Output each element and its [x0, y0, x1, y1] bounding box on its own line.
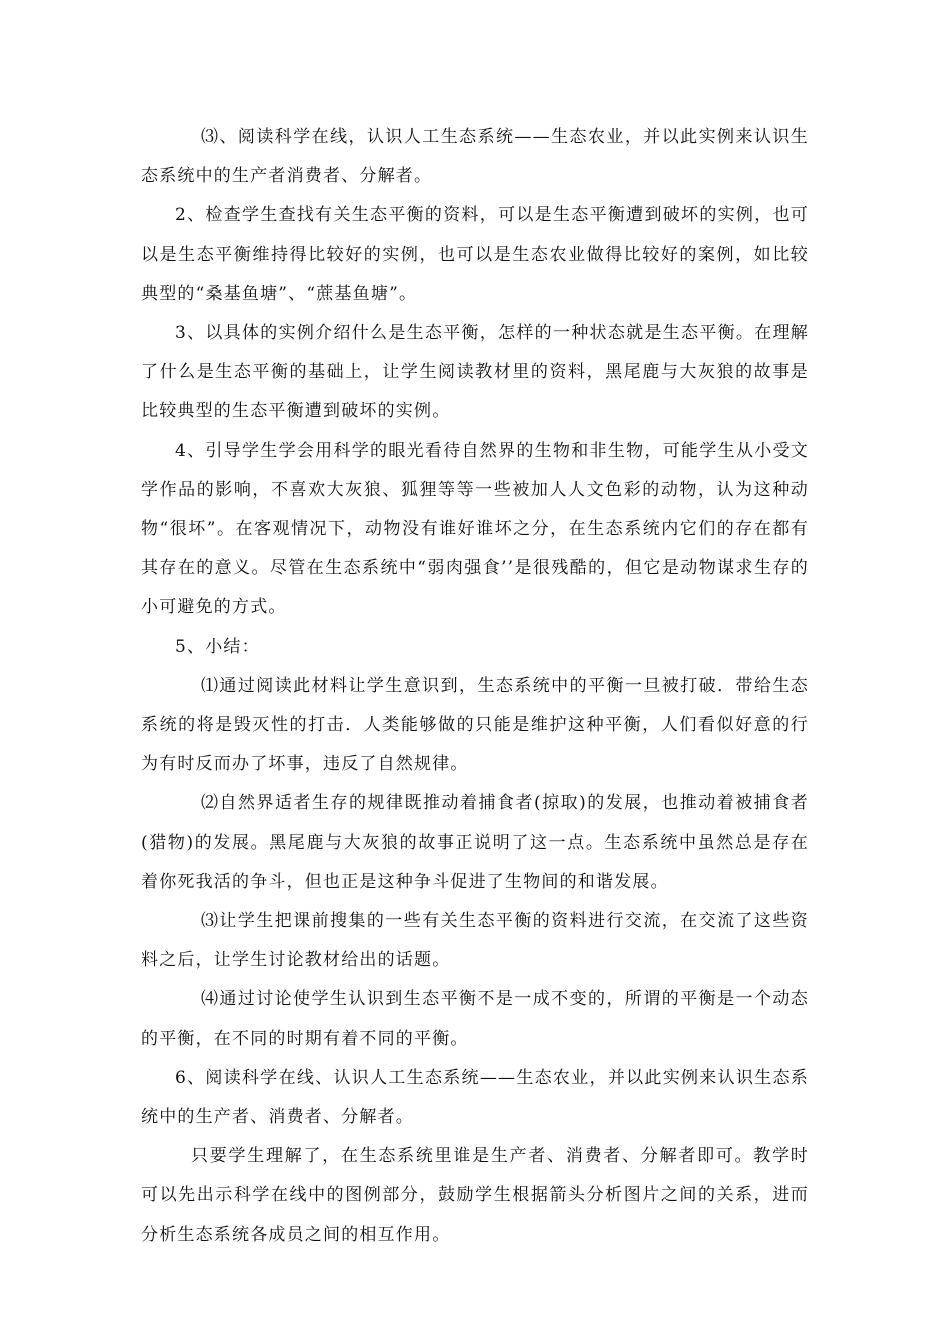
summary-item-2: ⑵自然界适者生存的规律既推动着捕食者(掠取)的发展，也推动着被捕食者(猎物)的发展。黑尾鹿与大灰狼的故事正说明了这一点。生态系统中虽然总是存在着你死我活的争斗，但也正是这种争斗促进了生物间的和谐发展。 [141, 793, 809, 892]
paragraph-4-scientific-view: 4、引导学生学会用科学的眼光看待自然界的生物和非生物，可能学生从小受文学作品的影响，不喜欢大灰狼、狐狸等等一些被加人人文色彩的动物，认为这种动物“很坏”。在客观情况下，动物没有谁好谁坏之分，在生态系统内它们的存在都有其存在的意义。尽管在生态系统中“弱肉强食’’是很残酷的，但它是动物谋求生存的小可避免的方式。 [141, 440, 809, 618]
summary-item-4: ⑷通过讨论使学生认识到生态平衡不是一成不变的，所谓的平衡是一个动态的平衡，在不同的时期有着不同的平衡。 [141, 989, 809, 1049]
paragraph-teaching-note: 只要学生理解了，在生态系统里谁是生产者、消费者、分解者即可。教学时可以先出示科学在线中的图例部分，鼓励学生根据箭头分析图片之间的关系，进而分析生态系统各成员之间的相互作用。 [141, 1146, 809, 1245]
paragraph-2-check-materials: 2、检查学生查找有关生态平衡的资料，可以是生态平衡遭到破坏的实例，也可以是生态平衡维持得比较好的实例，也可以是生态农业做得比较好的案例，如比较典型的“桑基鱼塘”、“蔗基鱼塘”。 [141, 205, 809, 304]
paragraph-3-read-science-online: ⑶、阅读科学在线，认识人工生态系统——生态农业，并以此实例来认识生态系统中的生产者消费者、分解者。 [141, 127, 809, 187]
document-body [141, 118, 809, 1255]
paragraph-5-summary-heading: 5、小结： [175, 636, 260, 657]
paragraph-6-read-science-online: 6、阅读科学在线、认识人工生态系统——生态农业，并以此实例来认识生态系统中的生产者、消费者、分解者。 [141, 1067, 809, 1128]
summary-item-3: ⑶让学生把课前搜集的一些有关生态平衡的资料进行交流，在交流了这些资料之后，让学生讨论教材给出的话题。 [141, 911, 809, 971]
summary-item-1: ⑴通过阅读此材料让学生意识到，生态系统中的平衡一旦被打破．带给生态系统的将是毁灭性的打击．人类能够做的只能是维护这种平衡，人们看似好意的行为有时反而办了坏事，违反了自然规律。 [141, 675, 809, 775]
paragraph-3-introduce-balance: 3、以具体的实例介绍什么是生态平衡，怎样的一种状态就是生态平衡。在理解了什么是生态平衡的基础上，让学生阅读教材里的资料，黑尾鹿与大灰狼的故事是比较典型的生态平衡遭到破坏的实例。 [141, 323, 809, 422]
